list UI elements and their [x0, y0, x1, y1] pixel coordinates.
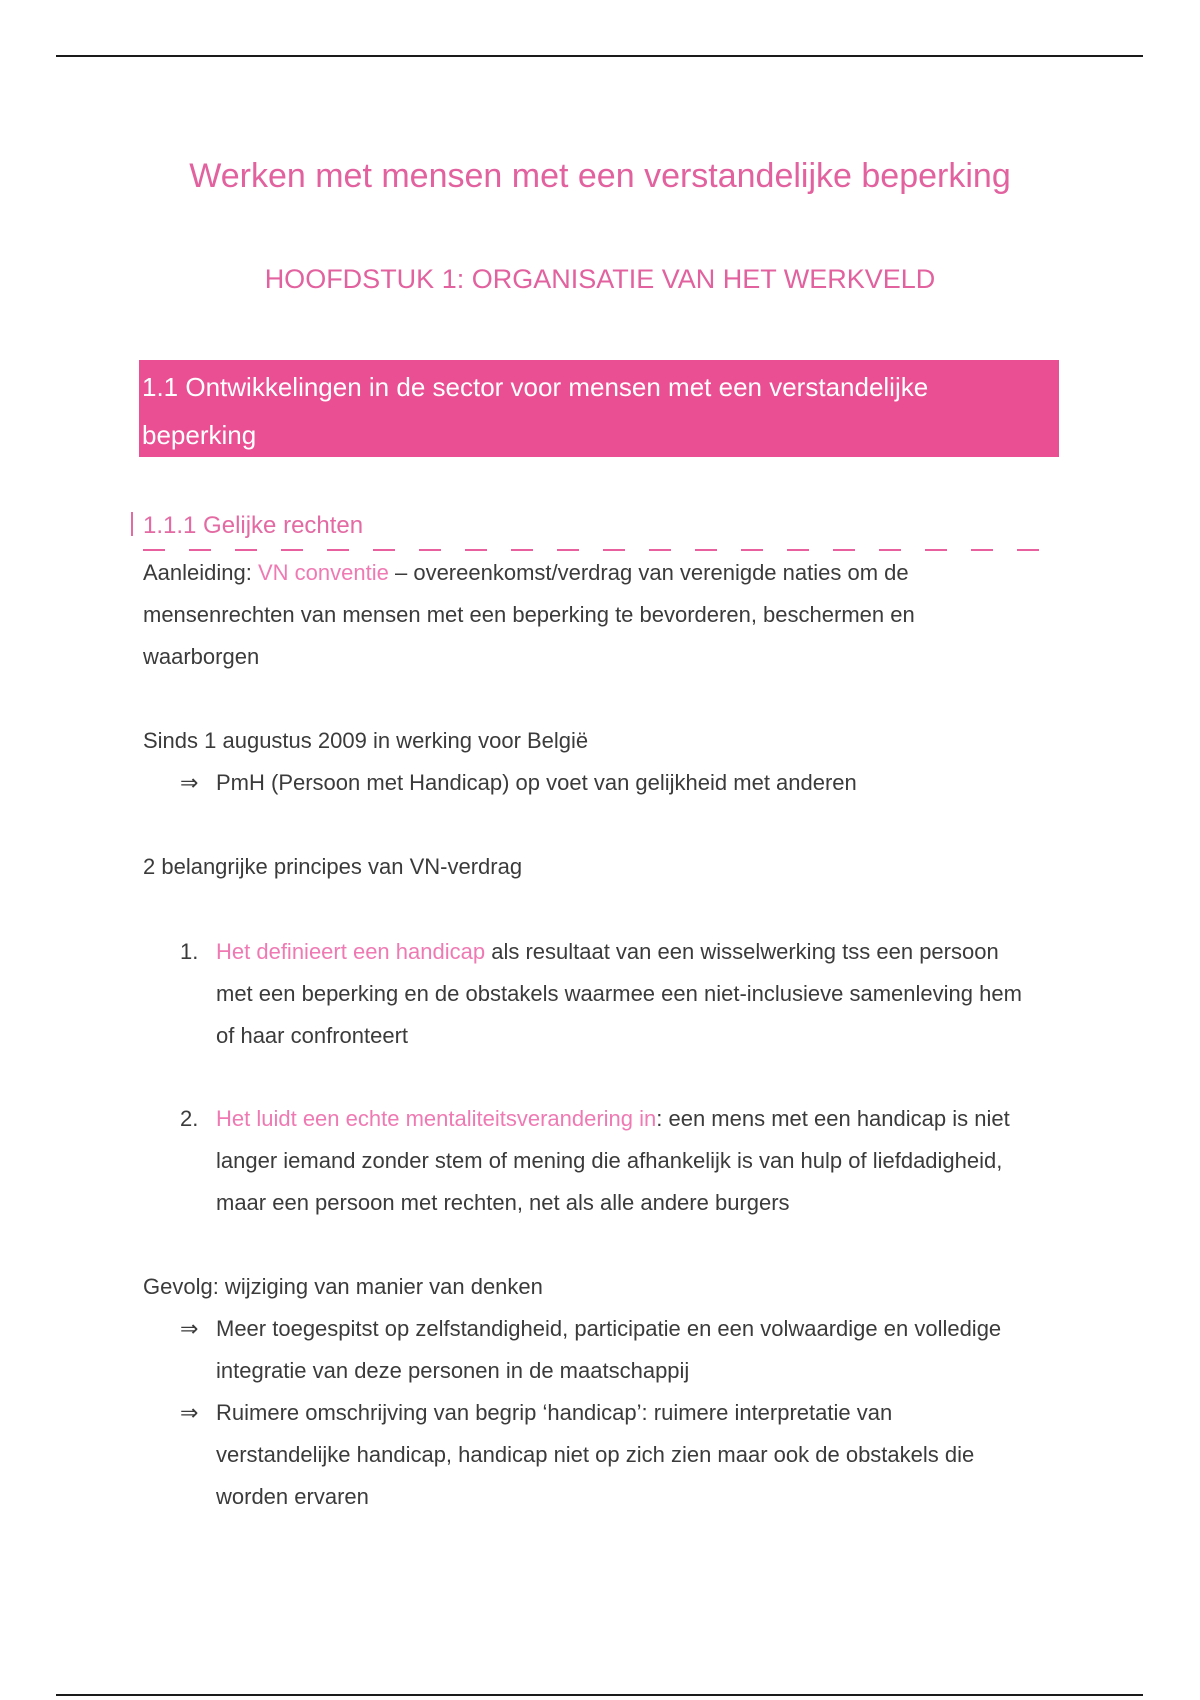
section-banner [139, 360, 1059, 457]
arrow-icon: ⇒ [180, 770, 199, 795]
dashed-divider [143, 549, 1059, 551]
bullet-text: PmH (Persoon met Handicap) op voet van gelijkheid met anderen [216, 770, 857, 795]
paragraph-line: integratie van deze personen in de maatschappij [216, 1358, 690, 1383]
paragraph-line: Sinds 1 augustus 2009 in werking voor België [143, 728, 589, 753]
bullet-text: Meer toegespitst op zelfstandigheid, participatie en een volwaardige en volledige [216, 1316, 1002, 1341]
bottom-rule [56, 1694, 1143, 1696]
list-item [143, 931, 1022, 973]
paragraph-line: mensenrechten van mensen met een beperking te bevorderen, beschermen en [143, 602, 915, 627]
paragraph-line: worden ervaren [216, 1484, 369, 1509]
list-number: 2. [180, 1106, 199, 1131]
section-heading-line: 1.1 Ontwikkelingen in de sector voor mensen met een verstandelijke [142, 372, 929, 402]
document-title: Werken met mensen met een verstandelijke beperking [189, 157, 1011, 195]
subsection-heading: 1.1.1 Gelijke rechten [143, 512, 364, 539]
arrow-bullet [143, 762, 857, 804]
highlight-term: Het definieert een handicap [216, 939, 486, 964]
arrow-bullet [143, 1308, 1001, 1350]
paragraph-line: Gevolg: wijziging van manier van denken [143, 1274, 543, 1299]
arrow-icon: ⇒ [180, 1316, 199, 1341]
paragraph-line [143, 552, 915, 594]
aanleiding-paragraph [143, 552, 915, 678]
principes-intro: 2 belangrijke principes van VN-verdrag [143, 854, 523, 879]
principle-item-1 [143, 931, 1022, 1057]
list-number: 1. [180, 939, 199, 964]
chapter-heading: HOOFDSTUK 1: ORGANISATIE VAN HET WERKVELD [264, 264, 936, 294]
gevolg-paragraph [143, 1266, 1001, 1518]
bullet-text: Ruimere omschrijving van begrip ‘handicap’: ruimere interpretatie van [216, 1400, 893, 1425]
paragraph-text: – overeenkomst/verdrag van verenigde naties om de [394, 560, 909, 585]
arrow-icon: ⇒ [180, 1400, 199, 1425]
top-rule [56, 55, 1143, 57]
paragraph-line: maar een persoon met rechten, net als alle andere burgers [216, 1190, 790, 1215]
principle-item-2 [143, 1098, 1010, 1224]
paragraph-line: langer iemand zonder stem of mening die afhankelijk is van hulp of liefdadigheid, [216, 1148, 1003, 1173]
arrow-bullet [143, 1392, 1001, 1434]
highlight-term: Het luidt een echte mentaliteitsverandering in [216, 1106, 657, 1131]
highlight-term: VN conventie [258, 560, 389, 585]
paragraph-line: verstandelijke handicap, handicap niet op zich zien maar ook de obstakels die [216, 1442, 975, 1467]
paragraph-text: : een mens met een handicap is niet [656, 1106, 1010, 1131]
sinds-paragraph [143, 720, 857, 804]
paragraph-text: als resultaat van een wisselwerking tss een persoon [485, 939, 999, 964]
paragraph-line: of haar confronteert [216, 1023, 409, 1048]
aanleiding-label: Aanleiding: [143, 560, 252, 585]
paragraph-line: waarborgen [143, 644, 260, 669]
paragraph-line: met een beperking en de obstakels waarmee een niet-inclusieve samenleving hem [216, 981, 1022, 1006]
list-item [143, 1098, 1010, 1140]
section-heading-line: beperking [142, 420, 257, 450]
subsection-marker [131, 512, 133, 536]
